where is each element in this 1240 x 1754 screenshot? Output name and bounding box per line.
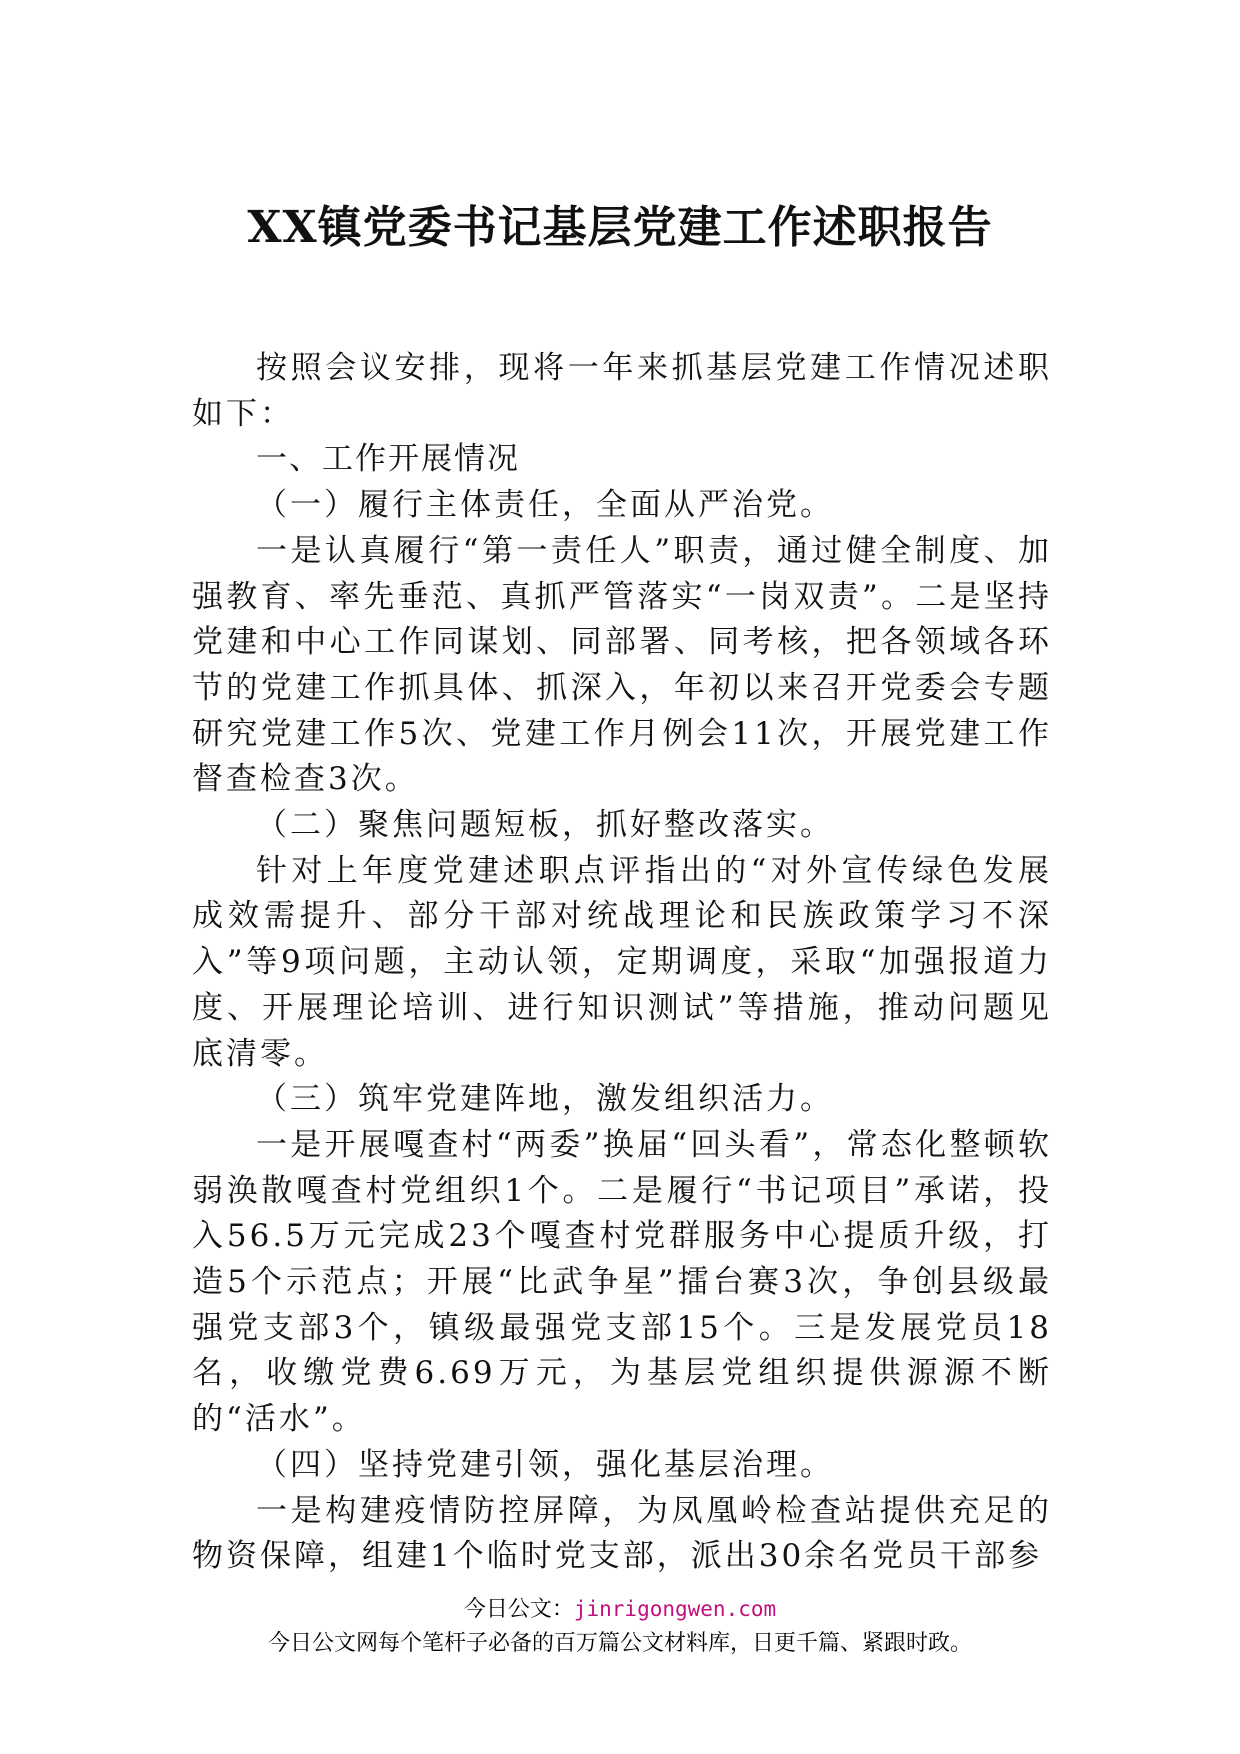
body-paragraph-3: 一是开展嘎查村“两委”换届“回头看”，常态化整顿软弱涣散嘎查村党组织1个。二是履行“书记项目”承诺，投入56.5万元完成23个嘎查村党群服务中心提质升级，打造5个示范点；开展“比武争星”擂台赛3次，争创县级最强党支部3个，镇级最强党支部15个。三是发展党员18名，收缴党费6.69万元，为基层党组织提供源源不断的“活水”。 bbox=[192, 1126, 1052, 1438]
document-body bbox=[192, 346, 1052, 1580]
footer-site-label: 今日公文： bbox=[463, 1597, 574, 1622]
subsection-heading-1: （一）履行主体责任，全面从严治党。 bbox=[256, 487, 834, 524]
body-paragraph-4: 一是构建疫情防控屏障，为凤凰岭检查站提供充足的物资保障，组建1个临时党支部，派出30余名党员干部参 bbox=[192, 1492, 1052, 1575]
body-paragraph-1: 一是认真履行“第一责任人”职责，通过健全制度、加强教育、率先垂范、真抓严管落实“一岗双责”。二是坚持党建和中心工作同谋划、同部署、同考核，把各领域各环节的党建工作抓具体、抓深入，年初以来召开党委会专题研究党建工作5次、党建工作月例会11次，开展党建工作督查检查3次。 bbox=[192, 532, 1052, 798]
intro-paragraph: 按照会议安排，现将一年来抓基层党建工作情况述职如下： bbox=[192, 350, 1052, 432]
footer-slogan: 今日公文网每个笔杆子必备的百万篇公文材料库，日更千篇、紧跟时政。 bbox=[267, 1631, 972, 1656]
subsection-heading-4: （四）坚持党建引领，强化基层治理。 bbox=[256, 1446, 834, 1483]
subsection-heading-3: （三）筑牢党建阵地，激发组织活力。 bbox=[256, 1081, 834, 1118]
document-title: XX镇党委书记基层党建工作述职报告 bbox=[247, 202, 993, 253]
footer-site-link[interactable]: jinrigongwen.com bbox=[573, 1597, 777, 1621]
body-paragraph-2: 针对上年度党建述职点评指出的“对外宣传绿色发展成效需提升、部分干部对统战理论和民族政策学习不深入”等9项问题，主动认领，定期调度，采取“加强报道力度、开展理论培训、进行知识测试”等措施，推动问题见底清零。 bbox=[192, 852, 1052, 1072]
footer-site-line bbox=[0, 1594, 1240, 1625]
section-heading-work-status: 一、工作开展情况 bbox=[256, 441, 520, 478]
subsection-heading-2: （二）聚焦问题短板，抓好整改落实。 bbox=[256, 807, 834, 844]
